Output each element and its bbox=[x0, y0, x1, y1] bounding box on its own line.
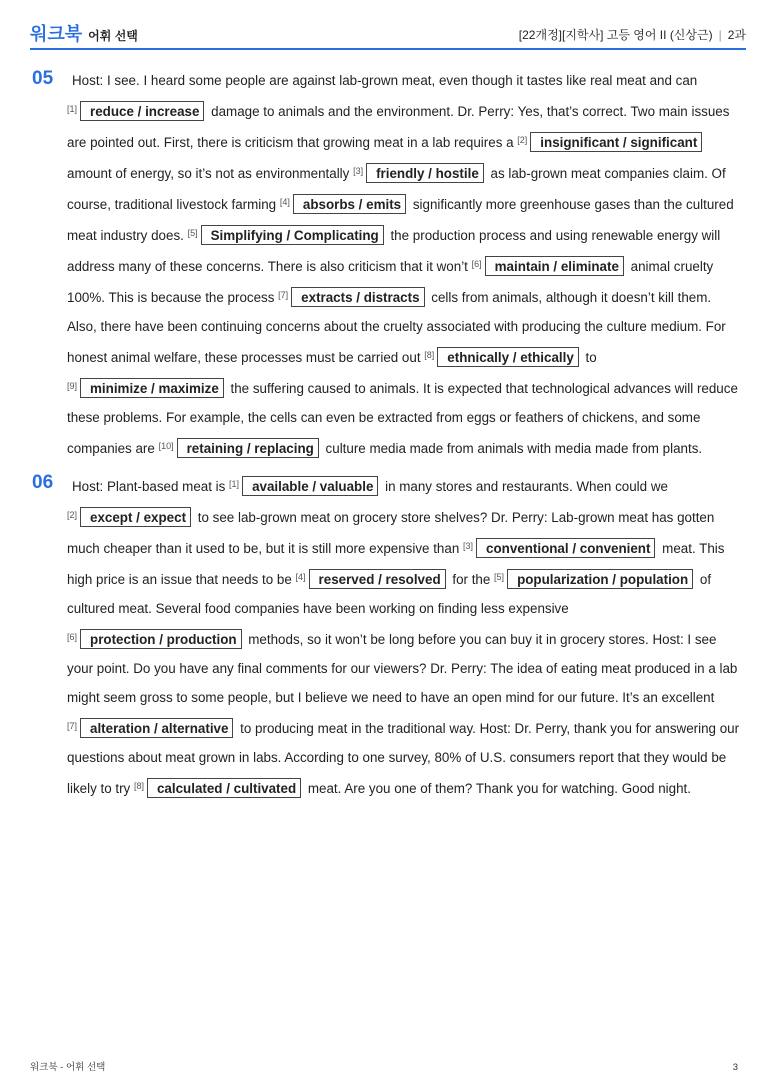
vocab-blank bbox=[67, 104, 207, 119]
word-choice-box[interactable]: extracts / distracts bbox=[291, 287, 424, 307]
course-name: [22개정][지학사] 고등 영어 II (신상근) bbox=[518, 28, 713, 42]
passage-text: of cultured meat. Several food companies have been working on finding less expensive bbox=[67, 572, 712, 616]
vocab-blank bbox=[424, 350, 582, 365]
lesson-label: 2과 bbox=[727, 28, 746, 42]
passage-text: to see lab-grown meat on grocery store shelves? Dr. Perry: Lab-grown meat has gotten much cheaper than it used to be, but it is still more expensive than bbox=[67, 510, 715, 556]
word-choice-box[interactable]: ethnically / ethically bbox=[437, 347, 579, 367]
page-header bbox=[30, 18, 746, 50]
blank-number: [5] bbox=[187, 228, 198, 238]
blank-number: [9] bbox=[67, 381, 78, 391]
blank-number: [6] bbox=[471, 259, 482, 269]
passage-text: animal cruelty 100%. This is because the process bbox=[67, 259, 714, 305]
vocab-blank bbox=[278, 290, 427, 305]
question-section-05 bbox=[30, 66, 742, 463]
passage-text: to bbox=[581, 350, 597, 365]
passage-text: Host: Plant-based meat is bbox=[72, 479, 230, 494]
passage-text: the suffering caused to animals. It is expected that technological advances will reduce these problems. For example, the cells can even be extracted from eggs or feathers of chickens, and some companies are bbox=[67, 381, 738, 456]
word-choice-box[interactable]: protection / production bbox=[80, 629, 242, 649]
blank-number: [8] bbox=[133, 781, 144, 791]
word-choice-box[interactable]: reduce / increase bbox=[80, 101, 204, 121]
blank-number: [10] bbox=[158, 441, 174, 451]
question-section-06 bbox=[30, 470, 742, 803]
blank-number: [7] bbox=[278, 290, 289, 300]
word-choice-box[interactable]: Simplifying / Complicating bbox=[201, 225, 384, 245]
brand bbox=[30, 20, 138, 46]
vocab-blank bbox=[67, 381, 227, 396]
word-choice-box[interactable]: retaining / replacing bbox=[177, 438, 319, 458]
blank-number: [6] bbox=[67, 632, 78, 642]
blank-number: [2] bbox=[67, 510, 78, 520]
vocab-blank bbox=[472, 259, 627, 274]
passage-text: methods, so it won’t be long before you can buy it in grocery stores. Host: I see your point. Do you have any final comments for our viewers? Dr. Perry: The idea of eating meat produced in a lab might seem gross to some people, but I believe we need to have an open mind for our future. It’s an excellent bbox=[67, 632, 738, 705]
vocab-blank bbox=[67, 510, 194, 525]
passage-text: significantly more greenhouse gases than the cultured meat industry does. bbox=[67, 197, 734, 243]
vocab-blank bbox=[463, 541, 658, 556]
blank-number: [5] bbox=[494, 572, 505, 582]
passage-text: to producing meat in the traditional way. Host: Dr. Perry, thank you for answering our questions about meat grown in labs. According to one survey, 80% of U.S. consumers report that they would be likely to try bbox=[67, 721, 740, 796]
word-choice-box[interactable]: popularization / population bbox=[507, 569, 693, 589]
passage-text: Host: I see. I heard some people are against lab-grown meat, even though it tastes like real meat and can bbox=[72, 73, 698, 88]
course-info bbox=[519, 26, 746, 43]
word-choice-box[interactable]: alteration / alternative bbox=[80, 718, 233, 738]
vocab-blank bbox=[353, 166, 487, 181]
word-choice-box[interactable]: conventional / convenient bbox=[476, 538, 655, 558]
passage-text: amount of energy, so it’s not as environmentally bbox=[67, 166, 354, 181]
blank-number: [7] bbox=[67, 721, 78, 731]
vocab-blank bbox=[280, 197, 409, 212]
vocab-blank bbox=[134, 781, 304, 796]
passage bbox=[67, 470, 742, 803]
vocab-blank bbox=[67, 632, 245, 647]
passage-text: meat. Are you one of them? Thank you for watching. Good night. bbox=[304, 781, 691, 796]
blank-number: [3] bbox=[463, 541, 474, 551]
brand-subtitle: 어휘 선택 bbox=[88, 29, 138, 43]
vocab-blank bbox=[159, 441, 322, 456]
header-separator: | bbox=[718, 28, 722, 42]
word-choice-box[interactable]: insignificant / significant bbox=[530, 132, 702, 152]
word-choice-box[interactable]: friendly / hostile bbox=[366, 163, 484, 183]
vocab-blank bbox=[188, 228, 387, 243]
blank-number: [1] bbox=[229, 479, 240, 489]
passage-text: cells from animals, although it doesn’t kill them. Also, there have been continuing concerns about the cruelty associated with producing the culture medium. For honest animal welfare, these processes must be carried out bbox=[67, 290, 726, 365]
passage-text: for the bbox=[448, 572, 495, 587]
passage-text: in many stores and restaurants. When could we bbox=[381, 479, 668, 494]
blank-number: [4] bbox=[279, 197, 290, 207]
word-choice-box[interactable]: minimize / maximize bbox=[80, 378, 224, 398]
question-number: 06 bbox=[32, 472, 54, 493]
vocab-blank bbox=[517, 135, 705, 150]
blank-number: [3] bbox=[353, 166, 364, 176]
footer-label: 워크북 - 어휘 선택 bbox=[30, 1062, 106, 1073]
blank-number: [4] bbox=[295, 572, 306, 582]
word-choice-box[interactable]: except / expect bbox=[80, 507, 191, 527]
passage-text: as lab-grown meat companies claim. Of course, traditional livestock farming bbox=[67, 166, 726, 212]
passage-text: culture media made from animals with media made from plants. bbox=[321, 441, 703, 456]
vocab-blank bbox=[67, 721, 236, 736]
word-choice-box[interactable]: calculated / cultivated bbox=[147, 778, 301, 798]
question-number: 05 bbox=[32, 68, 54, 89]
passage-text: the production process and using renewable energy will address many of these concerns. There is also criticism that it won’t bbox=[67, 228, 721, 274]
brand-title: 워크북 bbox=[30, 24, 83, 44]
word-choice-box[interactable]: reserved / resolved bbox=[309, 569, 446, 589]
blank-number: [1] bbox=[67, 104, 78, 114]
passage bbox=[67, 66, 742, 463]
passage-text: damage to animals and the environment. Dr. Perry: Yes, that’s correct. Two main issues are pointed out. First, there is criticism that growing meat in a lab requires a bbox=[67, 104, 730, 150]
vocab-blank bbox=[296, 572, 449, 587]
vocab-blank bbox=[229, 479, 381, 494]
word-choice-box[interactable]: available / valuable bbox=[242, 476, 378, 496]
passage-text: meat. This high price is an issue that needs to be bbox=[67, 541, 725, 587]
blank-number: [2] bbox=[517, 135, 528, 145]
vocab-blank bbox=[494, 572, 696, 587]
page-number: 3 bbox=[732, 1062, 738, 1073]
word-choice-box[interactable]: maintain / eliminate bbox=[485, 256, 624, 276]
blank-number: [8] bbox=[424, 350, 435, 360]
word-choice-box[interactable]: absorbs / emits bbox=[293, 194, 406, 214]
